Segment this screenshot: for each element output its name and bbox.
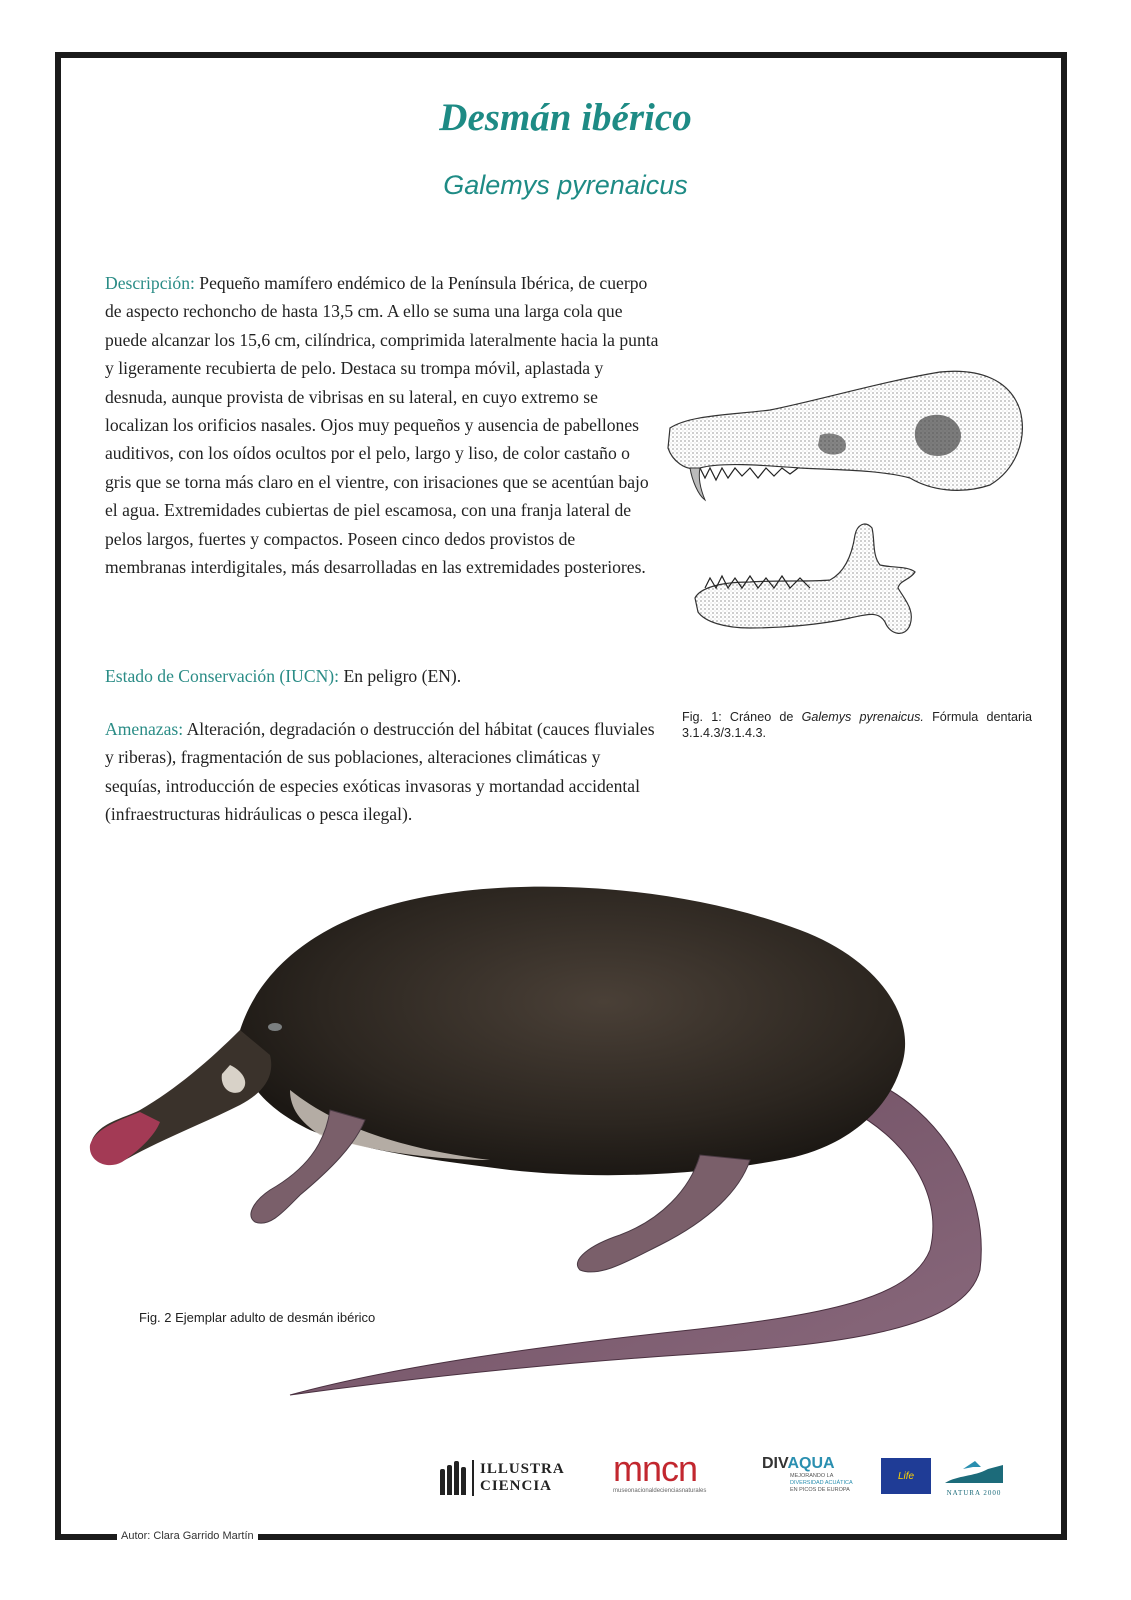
divaqua-logo: DIVAQUA MEJORANDO LA DIVERSIDAD ACUÁTICA EN PICOS DE EUROPA	[762, 1455, 853, 1493]
threats-label: Amenazas:	[105, 719, 184, 739]
description-label: Descripción:	[105, 273, 195, 293]
figure-1-caption: Fig. 1: Cráneo de Galemys pyrenaicus. Fórmula dentaria 3.1.4.3/3.1.4.3.	[682, 710, 1032, 740]
threats-paragraph	[105, 715, 660, 829]
natura-bird-icon	[943, 1455, 1005, 1487]
natura-2000-logo: NATURA 2000	[943, 1455, 1005, 1497]
eu-life-logo: Life	[881, 1458, 931, 1494]
description-text: Pequeño mamífero endémico de la Península Ibérica, de cuerpo de aspecto rechoncho de hasta 13,5 cm. A ello se suma una larga cola que puede alcanzar los 15,6 cm, cilíndrica, comprimida lateralmente hacia la punta y ligeramente recubierta de pelo. Destaca su trompa móvil, aplastada y desnuda, aunque provista de vibrisas en su lateral, en cuyo extremo se localizan los orificios nasales. Ojos muy pequeños y ausencia de pabellones auditivos, con los oídos ocultos por el pelo, largo y liso, de color castaño o gris que se torna más claro en el vientre, con irisaciones que se acentúan bajo el agua. Extremidades cubiertas de piel escamosa, con una franja lateral de pelos largos, fuertes y compactos. Poseen cinco dedos provistos de membranas interdigitales, más desarrolladas en las extremidades posteriores.	[105, 273, 659, 578]
author-credit: Autor: Clara Garrido Martín	[117, 1530, 258, 1542]
pens-icon	[440, 1461, 466, 1495]
poster-title: Desmán ibérico	[439, 96, 692, 139]
description-paragraph	[105, 269, 660, 581]
illustraciencia-logo: ILLUSTRA CIENCIA	[440, 1458, 565, 1498]
conservation-paragraph	[105, 662, 660, 690]
mncn-logo: mncn museonacionaldecienciasnaturales	[613, 1448, 707, 1494]
desman-illustration	[80, 860, 1040, 1430]
skull-illustration	[660, 360, 1035, 650]
conservation-text: En peligro (EN).	[339, 666, 462, 686]
threats-text: Alteración, degradación o destrucción del hábitat (cauces fluviales y riberas), fragmentación de sus poblaciones, alteraciones climáticas y sequías, introducción de especies exóticas invasoras y mortandad accidental (infraestructuras hidráulicas o pesca ilegal).	[105, 719, 655, 825]
conservation-label: Estado de Conservación (IUCN):	[105, 666, 340, 686]
figure-2-caption: Fig. 2 Ejemplar adulto de desmán ibérico	[139, 1310, 376, 1325]
scientific-name: Galemys pyrenaicus	[443, 170, 688, 200]
